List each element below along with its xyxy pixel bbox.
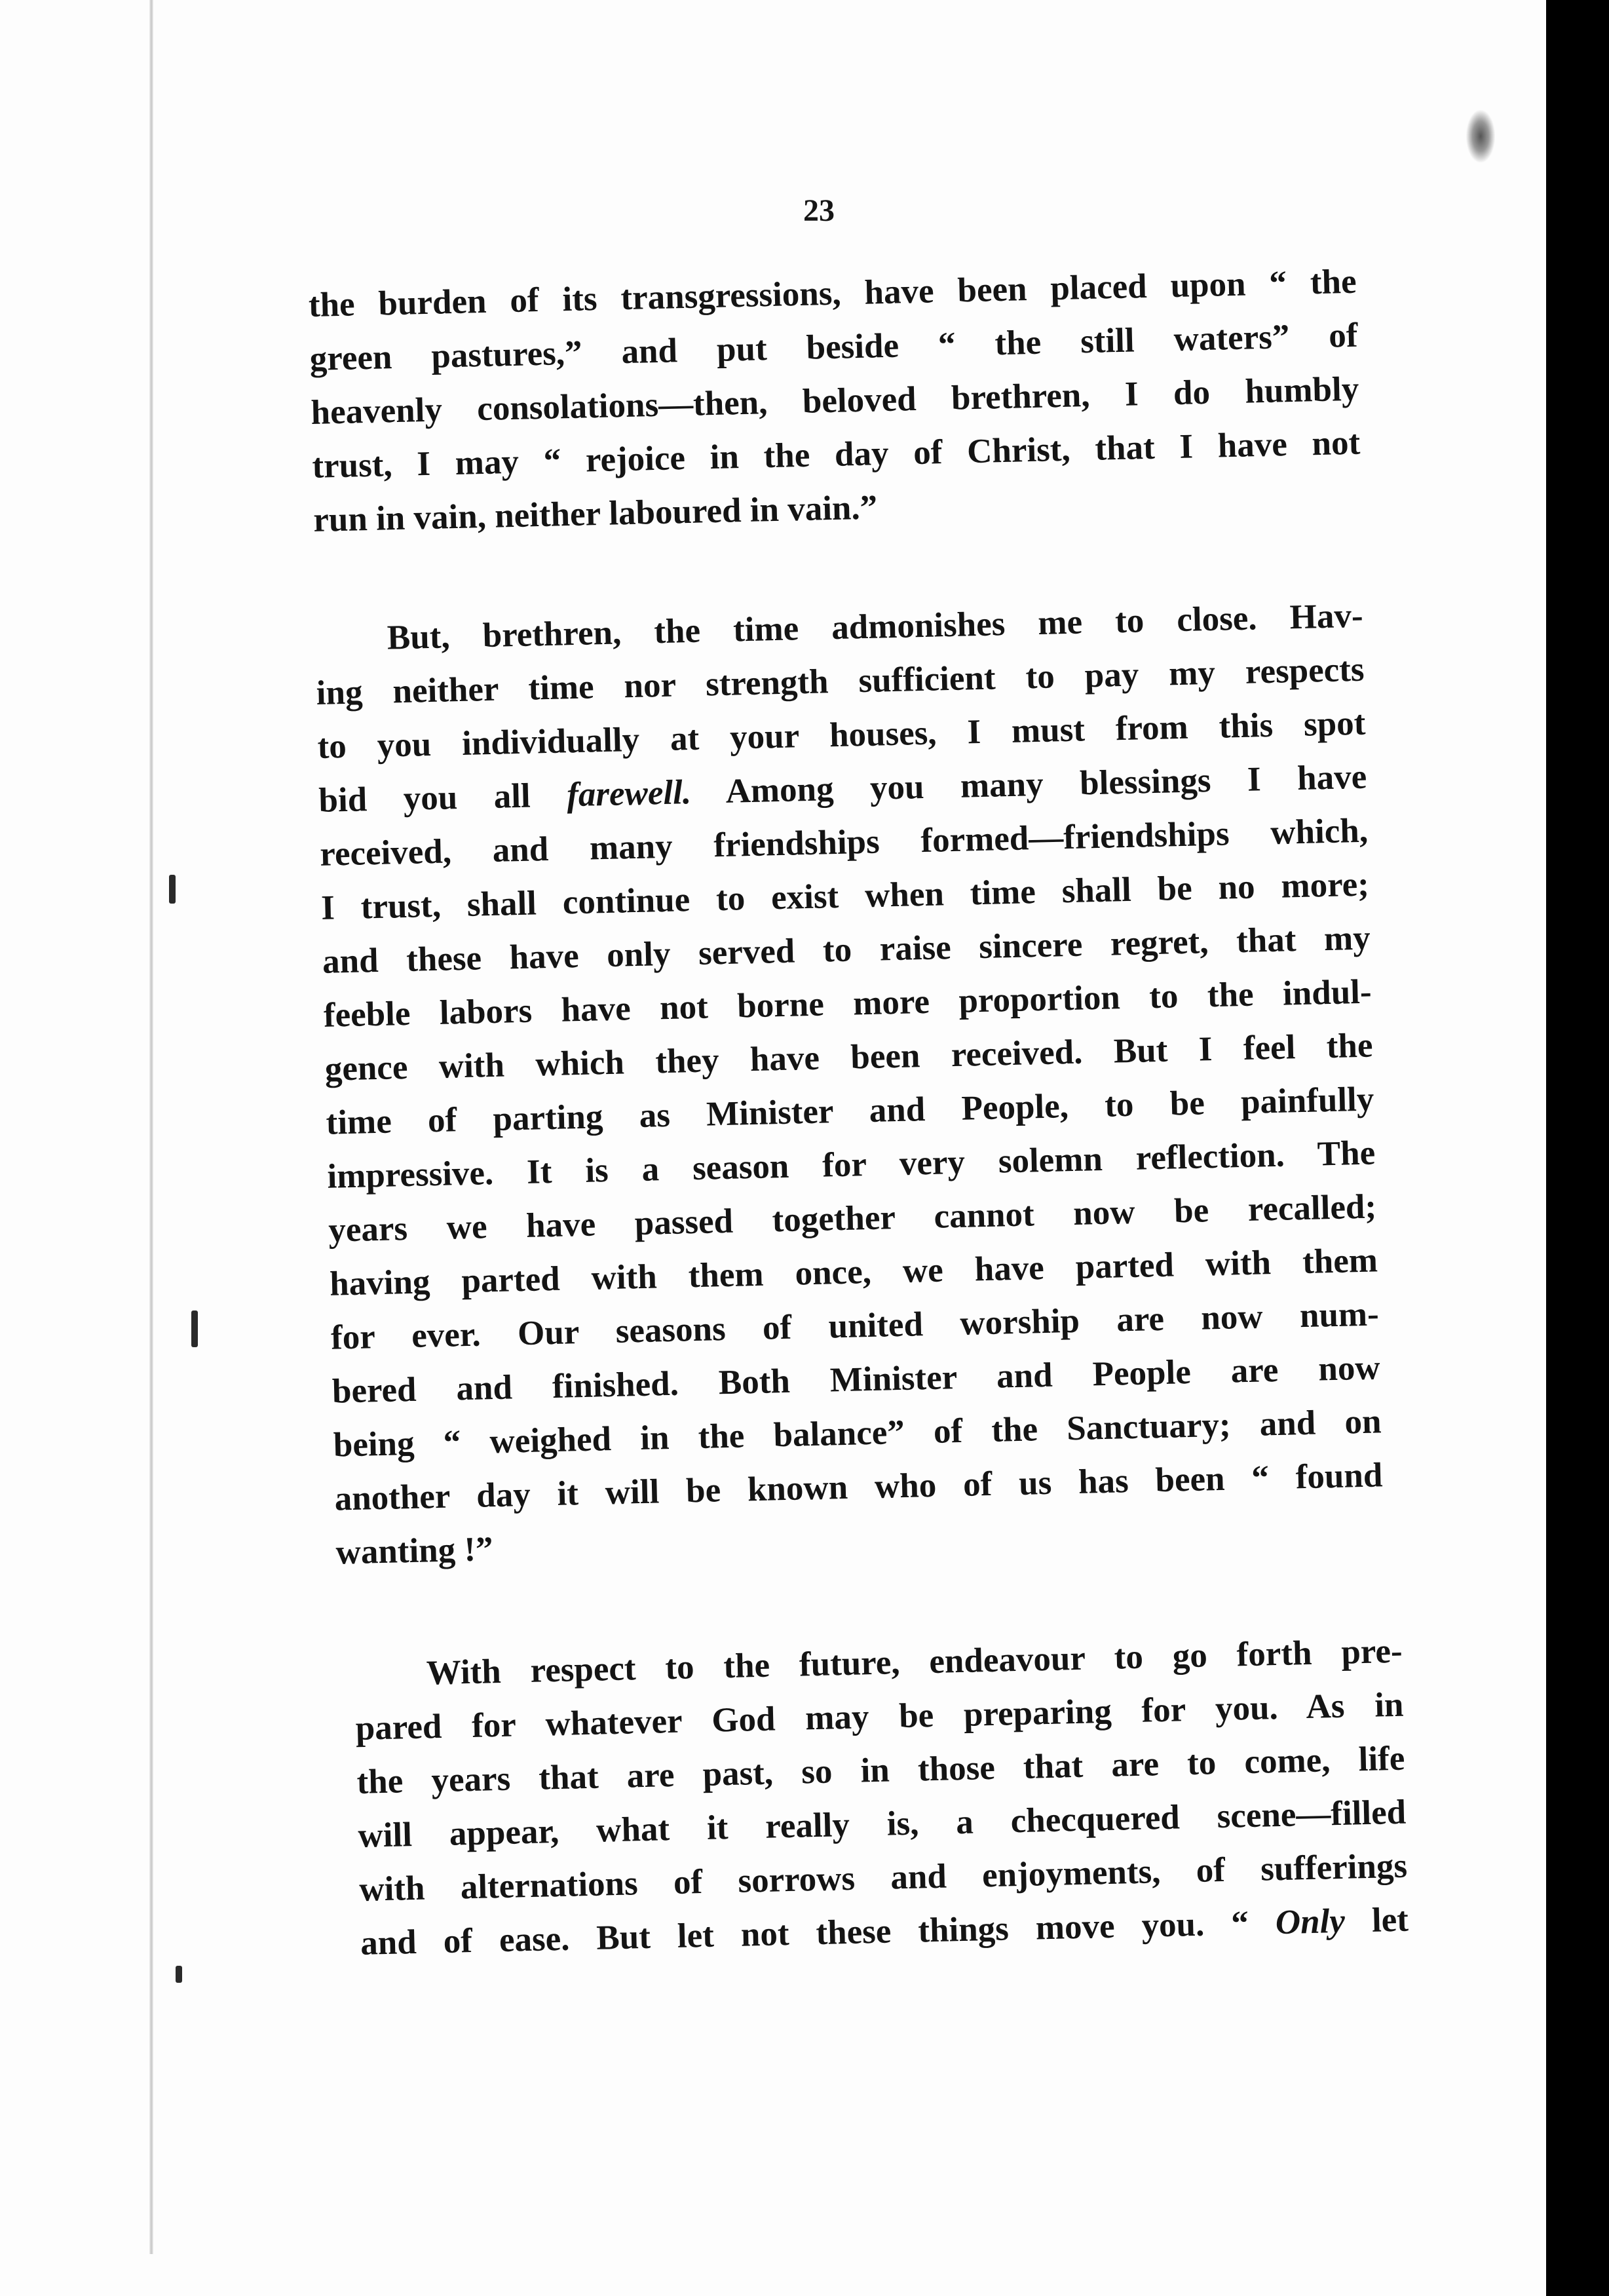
text-line: feeble labors have not borne more proportion to the indul- [323, 972, 1372, 1035]
text-line: impressive. It is a season for very solemn reflection. The [326, 1134, 1376, 1196]
gutter-shadow [149, 0, 153, 2254]
italic-text: farewell. [566, 773, 692, 814]
text-line: being “ weighed in the balance” of the Sanctuary; and on [333, 1402, 1382, 1464]
text-line: green pastures,” and put beside “ the still waters” of [309, 316, 1359, 378]
text-segment: and of ease. But let not these things move you. “ [360, 1904, 1276, 1962]
text-line: received, and many friendships formed—friendships which, [319, 811, 1369, 873]
binding-mark [176, 1966, 182, 1983]
text-line: the years that are past, so in those that are to come, life [356, 1739, 1405, 1801]
page-blemish [1466, 110, 1495, 163]
text-line: With respect to the future, endeavour to go forth pre- [426, 1632, 1403, 1693]
text-line: pared for whatever God may be preparing for you. As in [355, 1685, 1405, 1748]
text-line: ing neither time nor strength sufficient to pay my respects [316, 650, 1365, 712]
italic-text: Only [1275, 1902, 1346, 1942]
text-line: having parted with them once, we have parted with them [329, 1241, 1378, 1303]
text-line: the burden of its transgressions, have been placed upon “ the [308, 262, 1357, 324]
paragraph [308, 255, 1362, 547]
text-line: years we have passed together cannot now be recalled; [328, 1187, 1377, 1250]
binding-mark [191, 1311, 198, 1347]
text-line: I trust, shall continue to exist when time shall be no more; [320, 865, 1370, 927]
text-line: trust, I may “ rejoice in the day of Christ, that I have not [311, 423, 1361, 486]
text-segment: let [1371, 1900, 1409, 1940]
text-segment: bid you all [318, 776, 567, 820]
text-line: and these have only served to raise sincere regret, that my [322, 919, 1371, 981]
text-line: for ever. Our seasons of united worship are now num- [330, 1295, 1380, 1357]
text-line: gence with which they have been received. But I feel the [324, 1026, 1374, 1088]
text-line: with alternations of sorrows and enjoyments, of sufferings [358, 1846, 1408, 1909]
text-line: bered and finished. Both Minister and People are now [331, 1349, 1381, 1411]
text-line: wanting !” [335, 1530, 494, 1572]
text-line: to you individually at your houses, I must from this spot [316, 704, 1366, 766]
page-number: 23 [803, 193, 835, 228]
binding-mark [169, 875, 176, 904]
text-line: time of parting as Minister and People, to be painfully [326, 1080, 1374, 1142]
text-line: heavenly consolations—then, beloved brethren, I do humbly [310, 370, 1359, 432]
paragraph [314, 589, 1384, 1580]
text-segment: Among you many blessings I have [691, 757, 1367, 812]
text-line: But, brethren, the time admonishes me to close. Hav- [387, 596, 1364, 657]
paragraph [354, 1624, 1409, 1970]
text-line: run in vain, neither laboured in vain.” [312, 488, 878, 539]
text-line: another day it will be known who of us has been “ found [334, 1456, 1383, 1518]
text-line: will appear, what it really is, a checquered scene—filled [357, 1793, 1407, 1855]
